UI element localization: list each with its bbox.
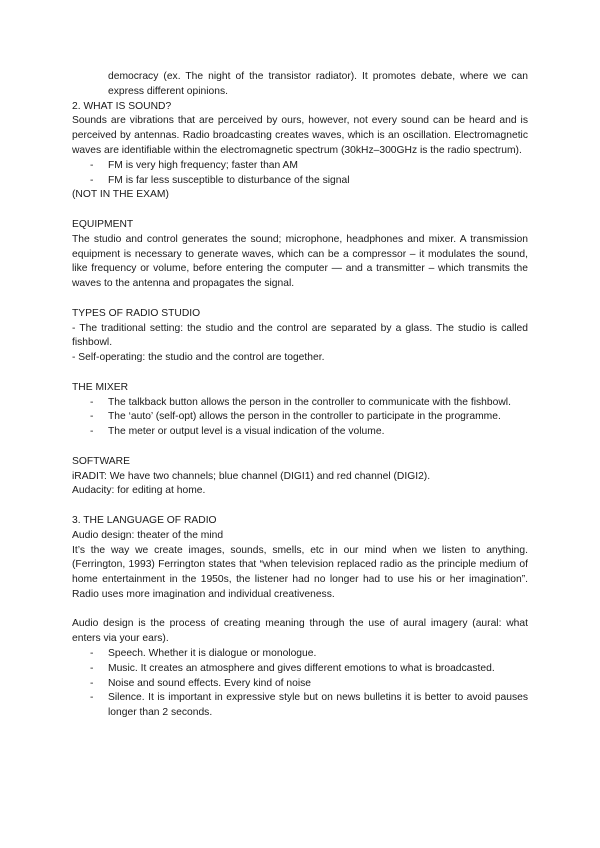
mixer-bullet-list bbox=[72, 396, 528, 440]
language-heading: 3. THE LANGUAGE OF RADIO bbox=[72, 514, 217, 526]
sound-bullet-list bbox=[72, 159, 528, 189]
language-paragraph-2: Audio design is the process of creating meaning through the use of aural imagery (aural: what enters via your ears). bbox=[72, 618, 528, 645]
equipment-heading: EQUIPMENT bbox=[72, 218, 134, 230]
software-iradit: iRADIT: We have two channels; blue channel (DIGI1) and red channel (DIGI2). bbox=[72, 470, 431, 482]
software-heading: SOFTWARE bbox=[72, 455, 130, 467]
studio-type-self-operating: - Self-operating: the studio and the control are together. bbox=[72, 352, 325, 364]
list-item: - Speech. Whether it is dialogue or monologue. bbox=[90, 648, 317, 660]
list-item: - FM is very high frequency; faster than AM bbox=[90, 159, 298, 171]
list-item: - Noise and sound effects. Every kind of noise bbox=[90, 677, 312, 689]
sound-paragraph: Sounds are vibrations that are perceived by ours, however, not every sound can be heard and is perceived by antennas. Radio broadcasting creates waves, which is an oscillation. Electromagnetic waves are identifiable within the electromagnetic spectrum (30kHz–300GHz is the radio spectrum). bbox=[72, 115, 528, 156]
list-item: - Silence. It is important in expressive style but on news bulletins it is better to avoid pauses longer than 2 seconds. bbox=[90, 692, 528, 719]
list-item: - The meter or output level is a visual indication of the volume. bbox=[90, 426, 385, 438]
list-item: - The talkback button allows the person in the controller to communicate with the fishbowl. bbox=[90, 396, 511, 408]
mixer-heading: THE MIXER bbox=[72, 381, 129, 393]
document-page bbox=[72, 70, 528, 721]
sound-heading: 2. WHAT IS SOUND? bbox=[72, 100, 172, 112]
exam-note: (NOT IN THE EXAM) bbox=[72, 189, 169, 201]
studio-type-traditional: - The traditional setting: the studio and the control are separated by a glass. The studio is called fishbowl. bbox=[72, 322, 528, 349]
equipment-paragraph: The studio and control generates the sound; microphone, headphones and mixer. A transmission equipment is necessary to generate waves, which can be a compressor – it modulates the sound, like frequency or volume, before entering the computer — and a transmitter – which transmits the waves to the antenna and propagates the signal. bbox=[72, 233, 528, 290]
list-item: - FM is far less susceptible to disturbance of the signal bbox=[90, 174, 350, 186]
intro-continuation: democracy (ex. The night of the transistor radiator). It promotes debate, where we can express different opinions. bbox=[108, 71, 528, 97]
software-audacity: Audacity: for editing at home. bbox=[72, 485, 206, 497]
language-bullet-list bbox=[72, 647, 528, 721]
list-item: - Music. It creates an atmosphere and gives different emotions to what is broadcasted. bbox=[90, 662, 495, 674]
list-item: - The ‘auto’ (self-opt) allows the person in the controller to participate in the programme. bbox=[90, 411, 501, 423]
language-paragraph-1: It’s the way we create images, sounds, smells, etc in our mind when we listen to anything. (Ferrington, 1993) Ferrington states that “when television replaced radio as the principle medium of home entertainment in the 1950s, the listener had no longer had to use his or her imagination”. Radio uses more imagination and individual creativeness. bbox=[72, 544, 528, 600]
language-subheading: Audio design: theater of the mind bbox=[72, 529, 224, 541]
studio-types-heading: TYPES OF RADIO STUDIO bbox=[72, 307, 201, 319]
